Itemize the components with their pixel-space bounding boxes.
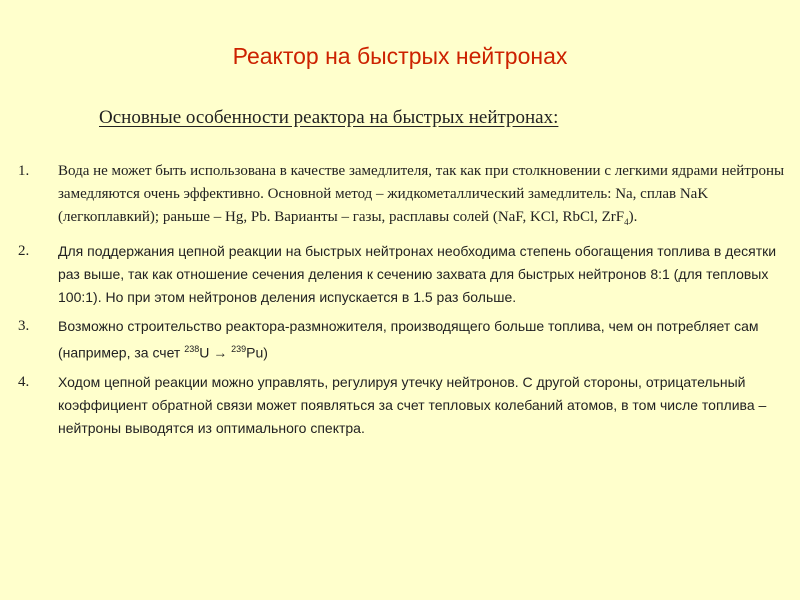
list-item-text-part: U → — [199, 344, 232, 361]
list-item-text-part: Вода не может быть использована в качестве замедлителя, так как при столкновении с легкими ядрами нейтроны замедляются очень эффективно. Основной метод – жидкометаллический замедлитель: Na, сплав NaK (легкоплавкий); раньше – Hg, Pb. Варианты – газы, расплавы солей (NaF, KCl, RbCl, ZrF — [58, 163, 785, 225]
list-item-text: Для поддержания цепной реакции на быстрых нейтронах необходима степень обогащения топлива в десятки раз выше, так как отношение сечения деления к сечению захвата для быстрых нейтронов 8:1 (для тепловых 100:1). Но при этом нейтронов деления испускается в 1.5 раз больше. — [58, 243, 777, 305]
slide-title: Реактор на быстрых нейтронах — [232, 43, 568, 69]
feature-list — [18, 160, 788, 446]
slide-subtitle: Основные особенности реактора на быстрых нейтронах: — [99, 107, 559, 128]
list-item-number: 3. — [18, 318, 30, 334]
list-item-number: 4. — [18, 373, 30, 390]
list-item-number: 2. — [18, 243, 30, 259]
list-item — [18, 315, 788, 365]
superscript: 238 — [184, 344, 200, 354]
list-item — [18, 371, 788, 440]
list-item-text — [58, 315, 788, 365]
list-item-text — [58, 160, 788, 234]
list-item — [18, 240, 788, 309]
subscript: 4 — [624, 217, 629, 227]
list-item — [18, 160, 788, 234]
list-item-text-part: ). — [628, 209, 638, 225]
list-item-text: Ходом цепной реакции можно управлять, регулируя утечку нейтронов. С другой стороны, отрицательный коэффициент обратной связи может появляться за счет тепловых колебаний атомов, в том числе топлива – нейтроны выводятся из оптимального спектра. — [58, 373, 767, 436]
list-item-text-part: Pu) — [246, 344, 268, 361]
list-item-text-part: Возможно строительство реактора-размножителя, производящего больше топлива, чем он потребляет сам (например, за счет — [58, 318, 759, 361]
list-item-number: 1. — [18, 163, 30, 179]
superscript: 239 — [231, 344, 247, 354]
